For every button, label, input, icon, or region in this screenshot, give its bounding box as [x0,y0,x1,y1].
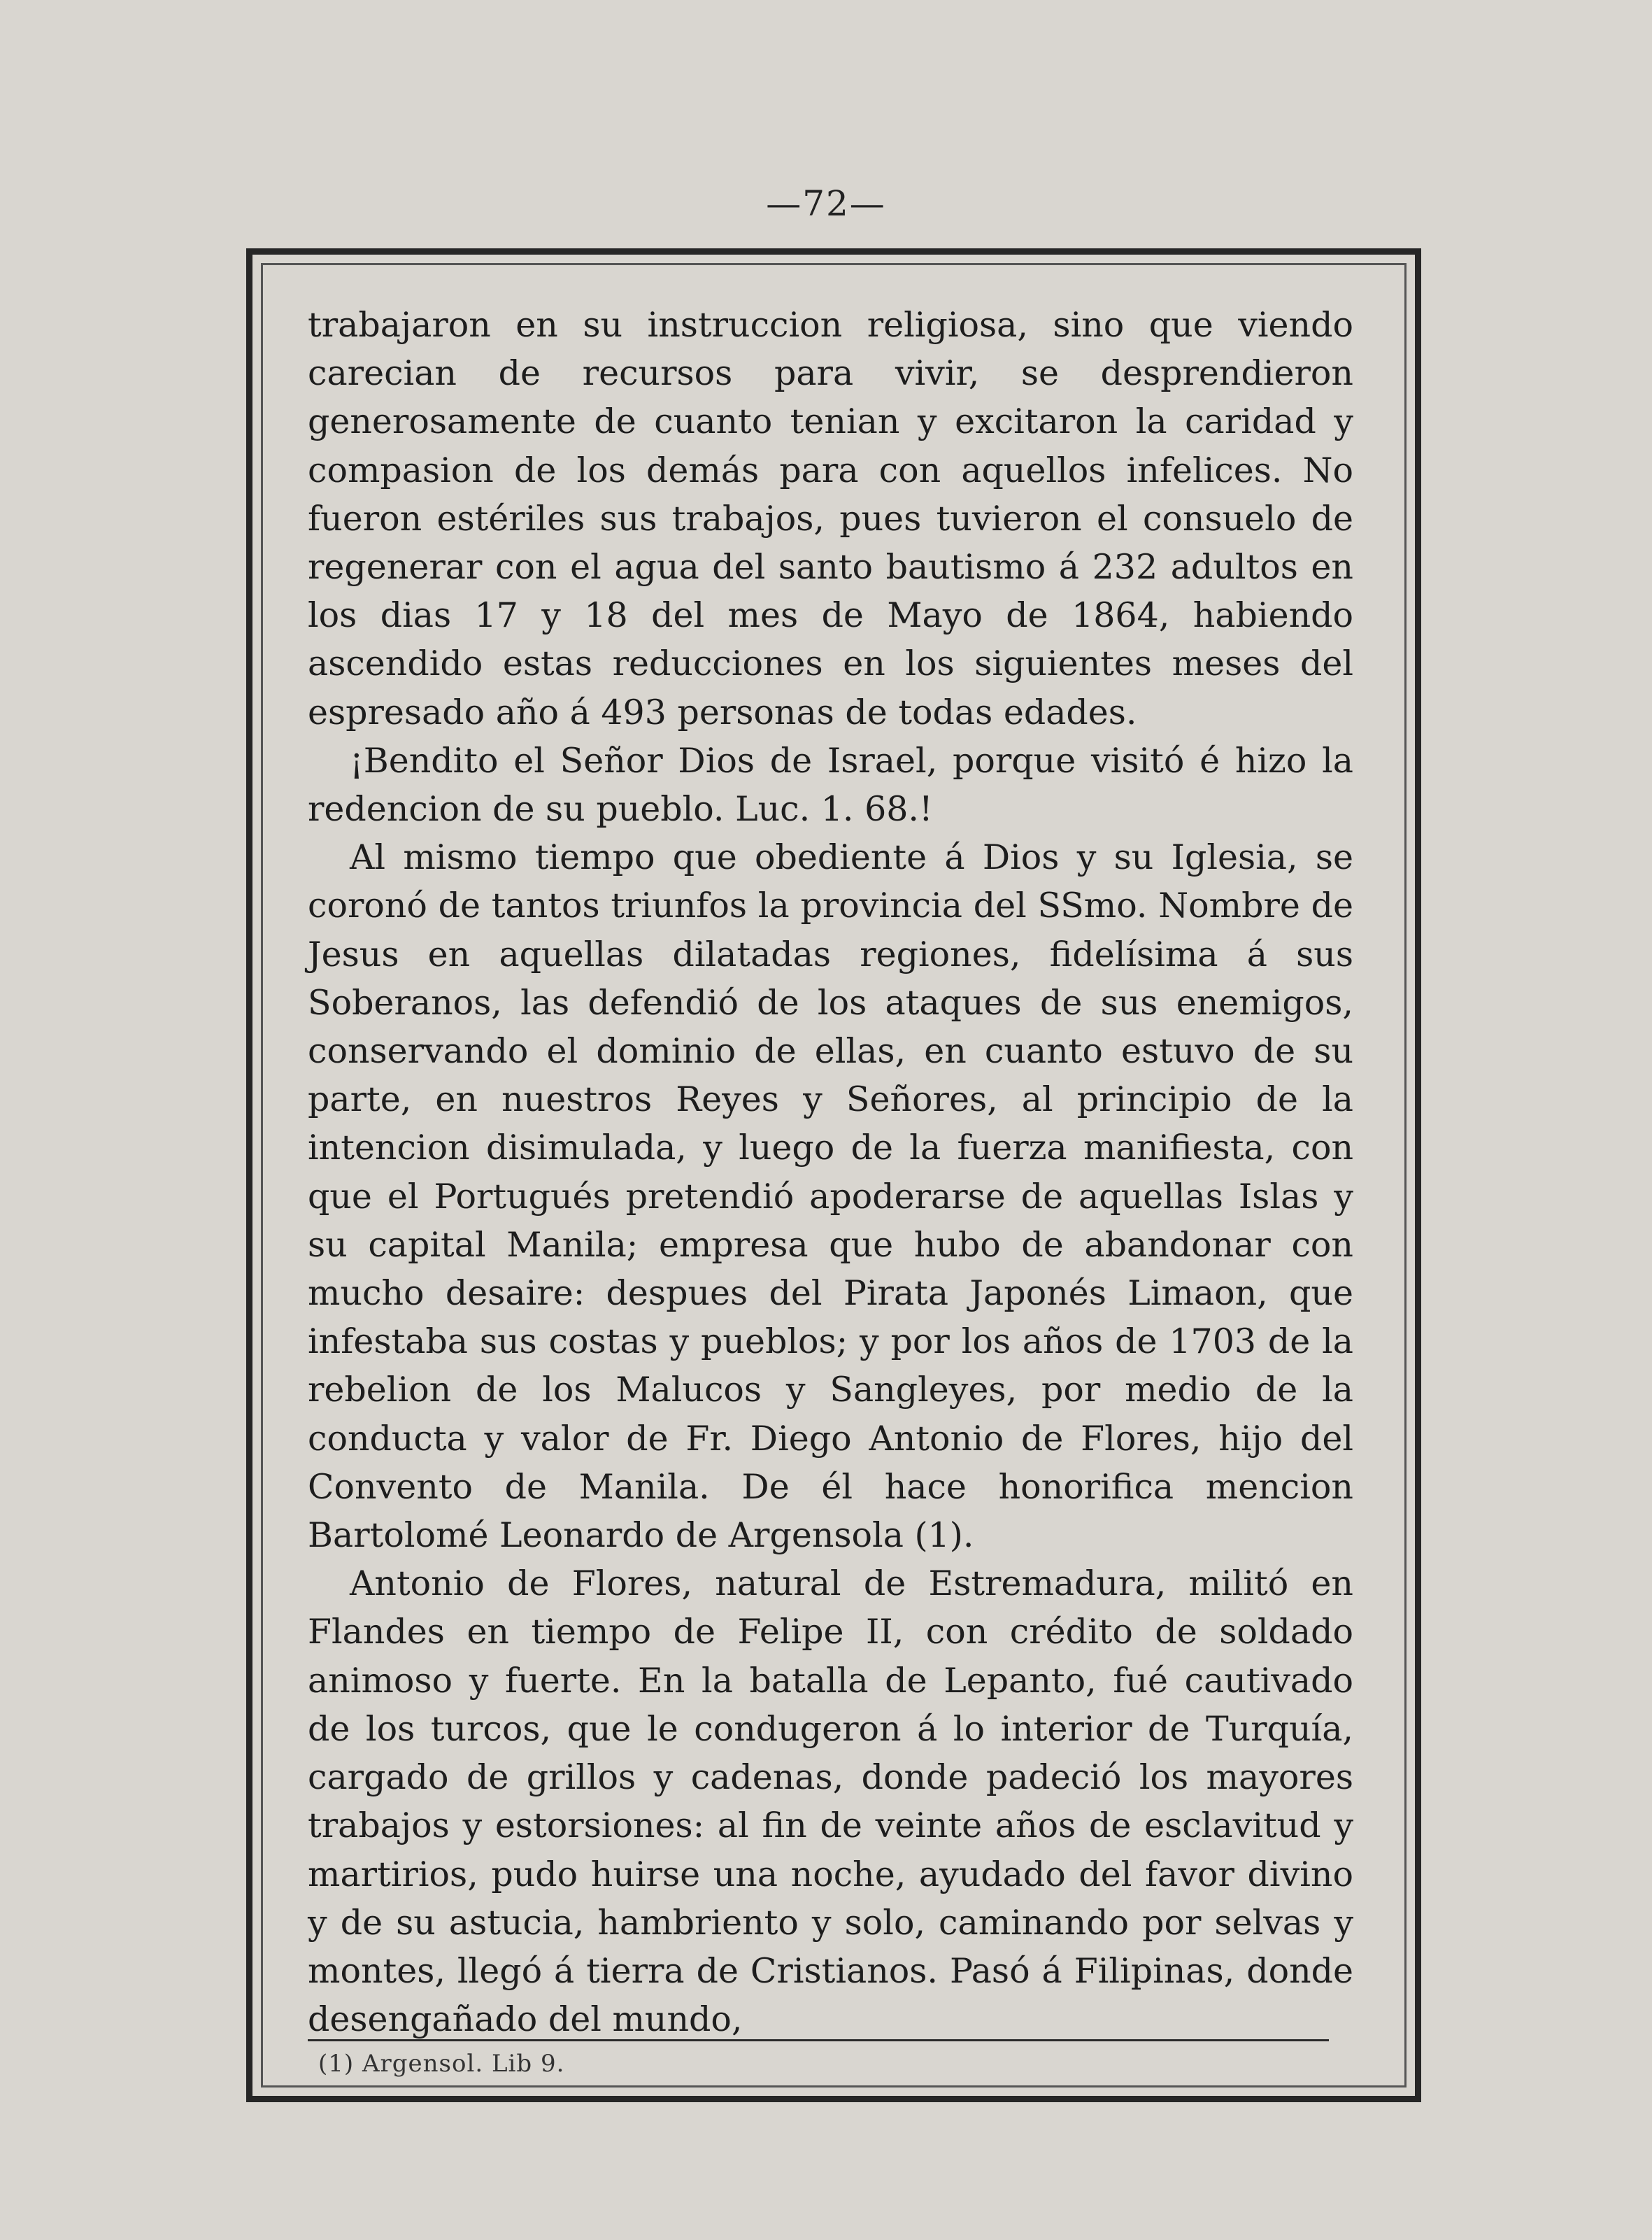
page-number: —72— [766,183,886,224]
paragraph-2: ¡Bendito el Señor Dios de Israel, porque visitó é hizo la redencion de su pueblo. Luc. 1. 68.! [308,740,1353,830]
footnote: (1) Argensol. Lib 9. [318,2050,565,2078]
paragraph-3: Al mismo tiempo que obediente á Dios y su Iglesia, se coronó de tantos triunfos la provincia del SSmo. Nombre de Jesus en aquellas dilatadas regiones, fidelísima á sus Soberanos, las defendió de los ataques de sus enemigos, conservando el dominio de ellas, en cuanto estuvo de su parte, en nuestros Reyes y Señores, al principio de la intencion disimulada, y luego de la fuerza manifiesta, con que el Portugués pretendió apoderarse de aquellas Islas y su capital Manila; empresa que hubo de abandonar con mucho desaire: despues del Pirata Japonés Limaon, que infestaba sus costas y pueblos; y por los años de 1703 de la rebelion de los Malucos y Sangleyes, por medio de la conducta y valor de Fr. Diego Antonio de Flores, hijo del Convento de Manila. De él hace honorifica mencion Bartolomé Leonardo de Argensola (1). [308,837,1353,1556]
footnote-divider [308,2039,1329,2041]
body-text [308,301,1353,2043]
paragraph-1: trabajaron en su instruccion religiosa, sino que viendo carecian de recursos para vivir, se desprendieron generosamente de cuanto tenian y excitaron la caridad y compasion de los demás para con aquellos infelices. No fueron estériles sus trabajos, pues tuvieron el consuelo de regenerar con el agua del santo bautismo á 232 adultos en los dias 17 y 18 del mes de Mayo de 1864, habiendo ascendido estas reducciones en los siguientes meses del espresado año á 493 personas de todas edades. [308,305,1353,732]
paragraph-4: Antonio de Flores, natural de Estremadura, militó en Flandes en tiempo de Felipe II, con crédito de soldado animoso y fuerte. En la batalla de Lepanto, fué cautivado de los turcos, que le condugeron á lo interior de Turquía, cargado de grillos y cadenas, donde padeció los mayores trabajos y estorsiones: al fin de veinte años de esclavitud y martirios, pudo huirse una noche, ayudado del favor divino y de su astucia, hambriento y solo, caminando por selvas y montes, llegó á tierra de Cristianos. Pasó á Filipinas, donde desengañado del mundo, [308,1564,1353,2040]
